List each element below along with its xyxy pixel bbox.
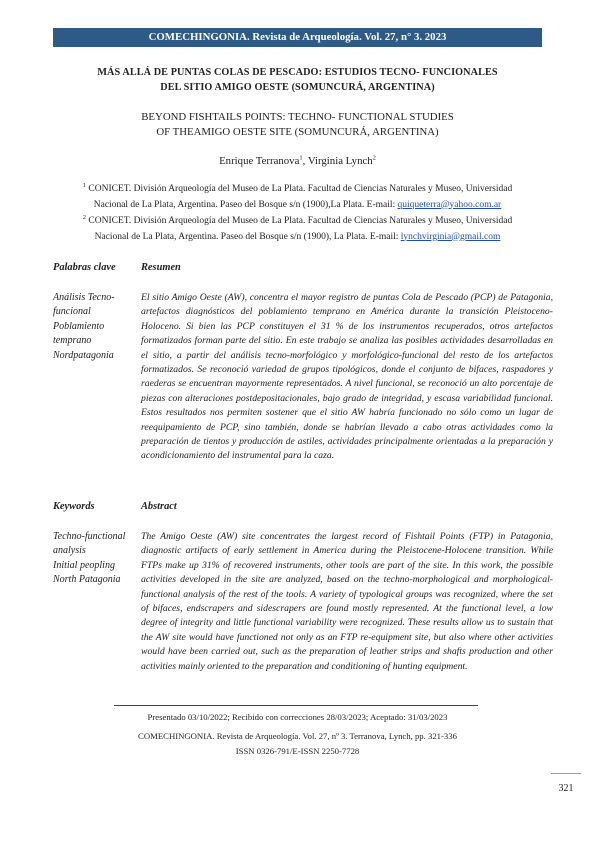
page-number: 321 [558,783,574,794]
affiliation-2-text-1: CONICET. División Arqueología del Museo de La Plata. Facultad de Ciencias Naturales y Museo, Universidad [86,216,513,226]
english-keyword: analysis [53,545,86,557]
english-keyword-list [53,530,137,588]
author-1: Enrique Terranova [219,155,300,167]
affiliation-1-line-1 [53,182,542,198]
spanish-abstract-body: El sitio Amigo Oeste (AW), concentra el mayor registro de puntas Cola de Pescado (PCP) de Patagonia, artefactos diagnósticos del poblamiento temprano en América durante la transición Pleistoceno-Holoceno. Si bien las PCP constituyen el 31 % de los instrumentos recuperados, otros artefactos formatizados forman parte del sitio. En este trabajo se analiza las posibles actividades desarrolladas en el sitio, a partir del análisis tecno-morfológico y morfológico-funcional del resto de los artefactos formatizados. Se reconoció variedad de grupos tipológicos, donde el conjunto de bifaces, raspadores y raederas se encuentran mayormente representados. A nivel funcional, se reconoció un alto porcentaje de piezas con alteraciones postdepositacionales, bajo grado de integridad, y escasa variabilidad funcional. Estos resultados nos permiten sostener que el sitio AW habría funcionado no sólo como un lugar de reequipamiento de PCP, sino también, donde se habrían llevado a cabo otras actividades como la preparación de tientos y producción de astiles, actividades principalmente orientadas a la preparación y acondicionamiento del instrumental para la caza. [141,292,553,462]
spanish-keyword: temprano [53,335,92,347]
spanish-keyword: Poblamiento [53,320,105,332]
journal-banner [53,28,542,47]
author-2-affil-mark: 2 [372,154,376,162]
affiliation-2-line-1 [53,214,542,230]
title-es-line-1: MÁS ALLÁ DE PUNTAS COLAS DE PESCADO: ESTUDIOS TECNO- FUNCIONALES [97,67,498,78]
title-en-line-1: BEYOND FISHTAILS POINTS: TECHNO- FUNCTIONAL STUDIES [141,111,454,123]
spanish-abstract-heading: Resumen [141,262,181,273]
submission-dates: Presentado 03/10/2022; Recibido con correcciones 28/03/2023; Aceptado: 31/03/2023 [147,712,448,722]
journal-banner-text: COMECHINGONIA. Revista de Arqueología. Vol. 27, n° 3. 2023 [148,31,447,43]
page-number-rule [551,773,581,774]
affiliation-1-mark: 1 [82,181,87,189]
english-abstract-body: The Amigo Oeste (AW) site concentrates the largest record of Fishtail Points (FTP) in Patagonia, diagnostic artifacts of early settlement in America during the Pleistocene-Holocene transition. While FTPs make up 31% of recovered instruments, other tools are part of the site. In this work, the possible activities developed in the site are analyzed, based on the techno-morphological and morphological-functional analysis of the rest of the tools. A variety of typological groups was recognized, where the set of bifaces, endscrapers and sidescrapers are found mostly represented. At the functional level, a low degree of integrity and little functional variability were recognized. These results allow us to sustain that the AW site would have functioned not only as an FTP re-equipment site, but also where other activities would have been carried out, such as the preparation of leather strips and shafts production and other activities mainly oriented to the preparation and conditioning of hunting equipment. [141,531,553,672]
spanish-keyword: Nordpatagonia [53,349,114,361]
english-keyword: Initial peopling [53,559,115,571]
affiliation-1-email-link[interactable]: quiqueterra@yahoo.com.ar [397,199,502,210]
spanish-keyword-list [53,291,137,363]
author-2: Virginia Lynch [307,155,373,167]
author-list [53,155,542,167]
affiliation-2-line-2 [53,230,542,246]
article-title-spanish [53,66,542,95]
english-keyword: Techno-functional [53,531,126,542]
journal-citation: COMECHINGONIA. Revista de Arqueología. Vol. 27, nº 3. Terranova, Lynch, pp. 321-336 [138,731,457,741]
english-keyword: North Patagonia [53,574,121,586]
affiliation-2-mark: 2 [82,213,87,221]
spanish-keyword: funcional [53,306,91,318]
affiliation-1-text-2: Nacional de La Plata, Argentina. Paseo del Bosque s/n (1900),La Plata. E-mail: [93,199,398,210]
article-title-english [53,110,542,140]
affiliation-2 [53,214,542,245]
affiliation-2-text-2: Nacional de La Plata, Argentina. Paseo del Bosque s/n (1900), La Plata. E-mail: [94,231,401,242]
author-separator: , [302,155,308,167]
english-abstract-heading: Abstract [141,501,177,512]
english-keywords-heading: Keywords [53,501,95,512]
title-en-line-2: OF THEAMIGO OESTE SITE (SOMUNCURÁ, ARGENTINA) [156,126,439,138]
affiliation-1 [53,182,542,213]
spanish-keywords-heading: Palabras clave [53,262,116,273]
footer-divider [114,705,478,706]
spanish-keyword: Análisis Tecno- [53,292,115,303]
affiliation-1-text-1: CONICET. División Arqueología del Museo de La Plata. Facultad de Ciencias Naturales y Museo, Universidad [86,184,513,194]
affiliation-1-line-2 [53,198,542,214]
affiliation-2-email-link[interactable]: lynchvirginia@gmail.com [400,231,501,242]
issn: ISSN 0326-791/E-ISSN 2250-7728 [235,746,360,756]
title-es-line-2: DEL SITIO AMIGO OESTE (SOMUNCURÁ, ARGENTINA) [160,81,435,93]
author-1-affil-mark: 1 [299,154,303,162]
